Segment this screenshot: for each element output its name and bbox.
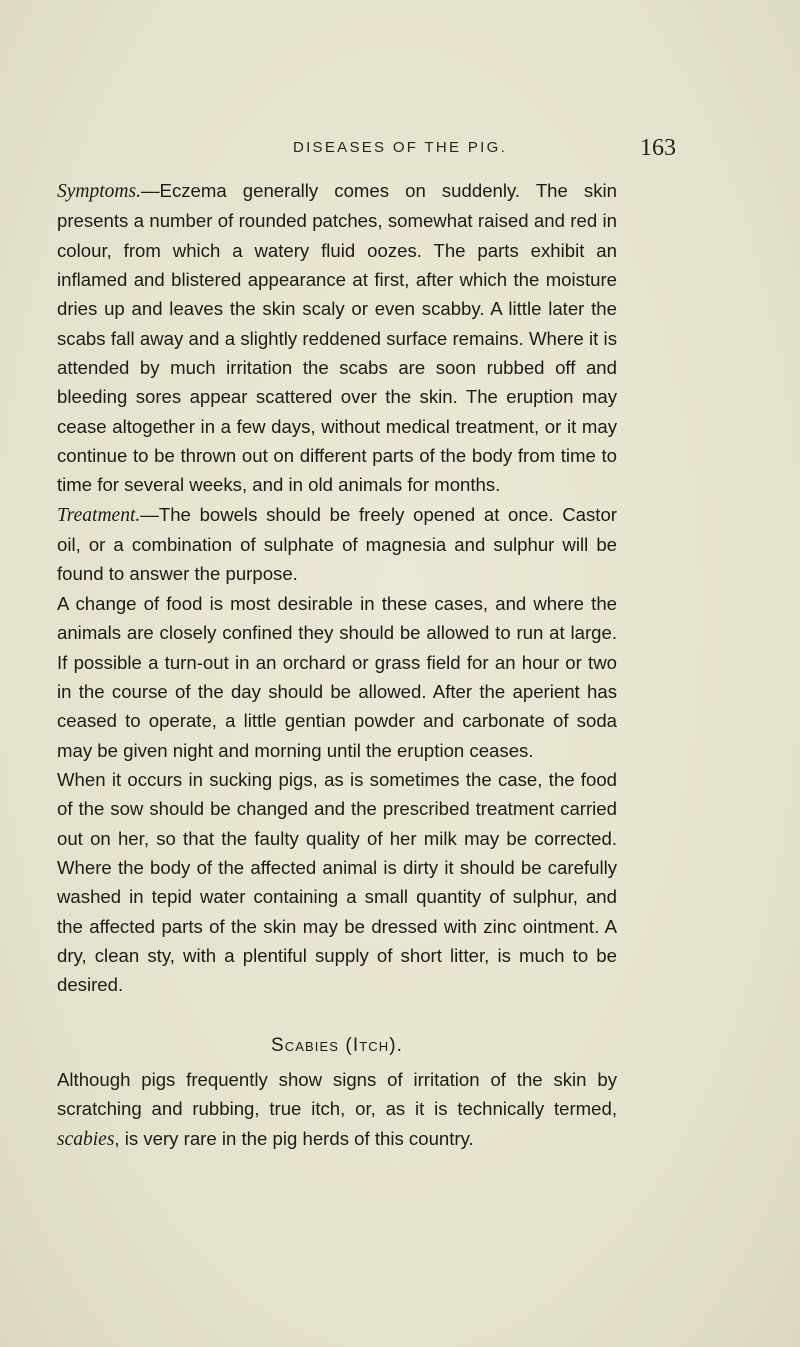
scabies-term: scabies xyxy=(57,1128,115,1150)
page-number: 163 xyxy=(640,135,676,161)
body-text xyxy=(57,176,617,1154)
paragraph-symptoms xyxy=(57,176,617,500)
paragraph-treatment xyxy=(57,500,617,589)
symptoms-label: Symptoms. xyxy=(57,181,141,202)
section-heading-scabies: Scabies (Itch). xyxy=(270,1034,404,1056)
running-title: DISEASES OF THE PIG. xyxy=(292,139,508,156)
running-head xyxy=(0,135,800,165)
treatment-label: Treatment. xyxy=(57,504,141,526)
paragraph-scabies xyxy=(57,1065,617,1154)
scabies-text-before: Although pigs frequently show signs of irritation of the skin by scratching and rubbing, true itch, or, as it is technically termed, xyxy=(57,1068,617,1120)
symptoms-text: —Eczema generally comes on suddenly. The skin presents a number of rounded patches, somewhat raised and red in colour, from which a watery fluid oozes. The parts exhibit an inflamed and blistered appearance at first, after which the moisture dries up and leaves the skin scaly or even scabby. A little later the scabs fall away and a slightly reddened surface remains. Where it is attended by much irritation the scabs are soon rubbed off and bleeding sores appear scattered over the skin. The eruption may cease altogether in a few days, without medical treatment, or it may continue to be thrown out on different parts of the body from time to time for several weeks, and in old animals for months. xyxy=(57,180,617,496)
treatment-text: —The bowels should be freely opened at once. Castor oil, or a combination of sulphate of magnesia and sulphur will be found to answer the purpose. xyxy=(57,503,617,585)
paragraph-change-of-food: A change of food is most desirable in these cases, and where the animals are closely confined they should be allowed to run at large. If possible a turn-out in an orchard or grass field for an hour or two in the course of the day should be allowed. After the aperient has ceased to operate, a little gentian powder and carbonate of soda may be given night and morning until the eruption ceases. xyxy=(57,592,617,761)
scabies-text-after: , is very rare in the pig herds of this country. xyxy=(114,1127,474,1149)
paragraph-sucking-pigs: When it occurs in sucking pigs, as is sometimes the case, the food of the sow should be changed and the prescribed treatment carried out on her, so that the faulty quality of her milk may be corrected. Where the body of the affected animal is dirty it should be carefully washed in tepid water containing a small quantity of sulphur, and the affected parts of the skin may be dressed with zinc ointment. A dry, clean sty, with a plentiful supply of short litter, is much to be desired. xyxy=(57,768,617,996)
